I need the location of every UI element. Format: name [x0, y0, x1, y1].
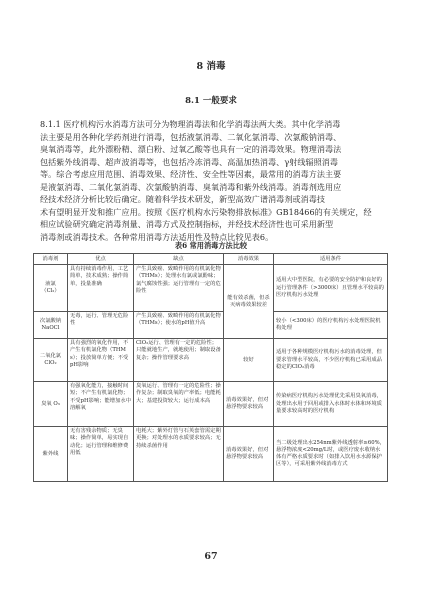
cell-advantages: 有强氧化能力，接触时间短；不产生有机氯化物；不受pH影响；能增加水中溶解氧 [68, 382, 134, 427]
paragraph-line: 相应试验研究确定消毒剂量、消毒方式及控制指标，并经技术经济性也可采用新型 [40, 219, 334, 229]
header-disinfectant: 消毒剂 [34, 254, 68, 265]
paragraph-line: 臭氧消毒等，此外漂粉精、漂白粉、过氧乙酸等也具有一定的消毒效果。物理消毒法 [40, 144, 342, 154]
cell-disinfectant: 臭氧 O₃ [34, 382, 68, 427]
table-header-row [34, 254, 388, 265]
cell-disadvantages: 产生具致癌、致畸作用的有机氯化物（THMs）；处理水有氯或氯酚味；氯气腐蚀性强；运行管理有一定的危险性 [134, 265, 224, 312]
cell-conditions: 传染病医疗机构污水处理优先采用臭氧消毒，处理出水用于回用或排入水体时水体和环境质量要求较高时的医疗机构 [274, 382, 388, 427]
cell-conditions: 较小（<300床）的医疗机构污水处理医院机构处理 [274, 312, 388, 339]
cell-disinfectant: 液氯 （Cl₂） [34, 265, 68, 312]
paragraph-line: 法主要是用各种化学药剂进行消毒，包括液氯消毒、二氧化氯消毒、次氯酸钠消毒、 [40, 131, 342, 142]
cell-conditions: 适用于各种规模医疗机构污水的消毒处理，但要求管理水平较高，不少医疗机构已采用成品稳定的ClO₂消毒 [274, 339, 388, 382]
header-effect: 消毒效果 [224, 254, 274, 265]
paragraph-line: 是液氯消毒、二氧化氯消毒、次氯酸钠消毒、臭氧消毒和紫外线消毒。消毒剂选用应 [40, 181, 342, 192]
cell-disinfectant: 二氧化氯 ClO₂ [34, 339, 68, 382]
cell-conditions: 当二级处理出水254nm紫外线透射率≥60%，悬浮物浓度<20mg/L时，或医疗废水收纳水体有严格水质要求时（如排入饮用水水源保护区等），可采用紫外线消毒方式 [274, 427, 388, 482]
cell-disinfectant: 紫外线 [34, 427, 68, 482]
cell-disadvantages: 电耗大；紫外灯管与石英套管需定期更换；对处理水的水质要求较高；无持续杀菌作用 [134, 427, 224, 482]
paragraph-line: 8.1.1 医疗机构污水消毒方法可分为物理消毒法和化学消毒法两大类。其中化学消毒 [40, 119, 341, 129]
cell-disadvantages: 臭氧运行、管理有一定的危险性；操作复杂；制取臭氧的产率低；电能耗大；基建投资较大；运行成本高 [134, 382, 224, 427]
cell-advantages: 具有持续消毒作用，工艺简单，技术成熟；操作简单，投量准确 [68, 265, 134, 312]
cell-advantages: 具有强烈的氧化作用，不产生有机氯化物（THMs）；投放简单方便；不受pH影响 [68, 339, 134, 382]
table-row [34, 382, 388, 427]
paragraph-line: 消毒剂或消毒技术。各种常用消毒方法适用性及特点比较见表6。 [40, 231, 274, 242]
cell-conditions: 适用大中型医院，有必要的安全防护和良好的运行管理条件（>3000床）且管理水平较高的医疗机构污水处理 [274, 265, 388, 312]
cell-effect: 较好 [224, 339, 274, 382]
table-row [34, 339, 388, 382]
cell-effect: 消毒效果好，但对悬浮物要求较高 [224, 382, 274, 427]
table-row [34, 427, 388, 482]
header-disadvantages: 缺点 [134, 254, 224, 265]
cell-effect: 消毒效果好，但对悬浮物要求较高 [224, 427, 274, 482]
cell-disadvantages: 产生具致癌、致畸作用的有机氯化物（THMs）；使水的pH值升高 [134, 312, 224, 339]
paragraph-line: 经技术经济分析比较后确定。随着科学技术研发，新型高效广谱消毒剂或消毒技 [40, 194, 326, 204]
header-conditions: 适用条件 [274, 254, 388, 265]
paragraph-line: 包括紫外线消毒、超声波消毒等，也包括冷冻消毒、高温加热消毒、γ射线辐照消毒 [40, 156, 339, 167]
cell-effect: 能有效杀菌，但杀灭病毒效果较差 [224, 265, 274, 339]
disinfection-comparison-table [33, 253, 388, 482]
cell-disinfectant: 次氯酸钠 NaOCl [34, 312, 68, 339]
cell-disadvantages: ClO₂运行、管理有一定的危险性；只能就地生产，就地使用；制取设备复杂；操作管理要求高 [134, 339, 224, 382]
page-number: 67 [204, 551, 218, 562]
cell-advantages: 无有害残余物质；无臭味；操作简单，易实现自动化；运行管理和维修费用低 [68, 427, 134, 482]
comparison-table-wrapper [33, 253, 387, 482]
table-row [34, 265, 388, 312]
header-advantages: 优点 [68, 254, 134, 265]
paragraph-line: 术有望明显开发和推广应用。按照《医疗机构水污染物排放标准》GB18466的有关规定，经 [40, 206, 372, 217]
paragraph-line: 等。综合考虑应用范围、消毒效果、经济性、安全性等因素，最常用的消毒方法主要 [40, 169, 342, 179]
section-title: 8.1 一般要求 [185, 96, 237, 106]
table-title: 表6 常用消毒方法比较 [174, 241, 248, 250]
table-row [34, 312, 388, 339]
cell-advantages: 无毒，运行、管理无危险性 [68, 312, 134, 339]
chapter-title: 8 消毒 [196, 61, 226, 72]
